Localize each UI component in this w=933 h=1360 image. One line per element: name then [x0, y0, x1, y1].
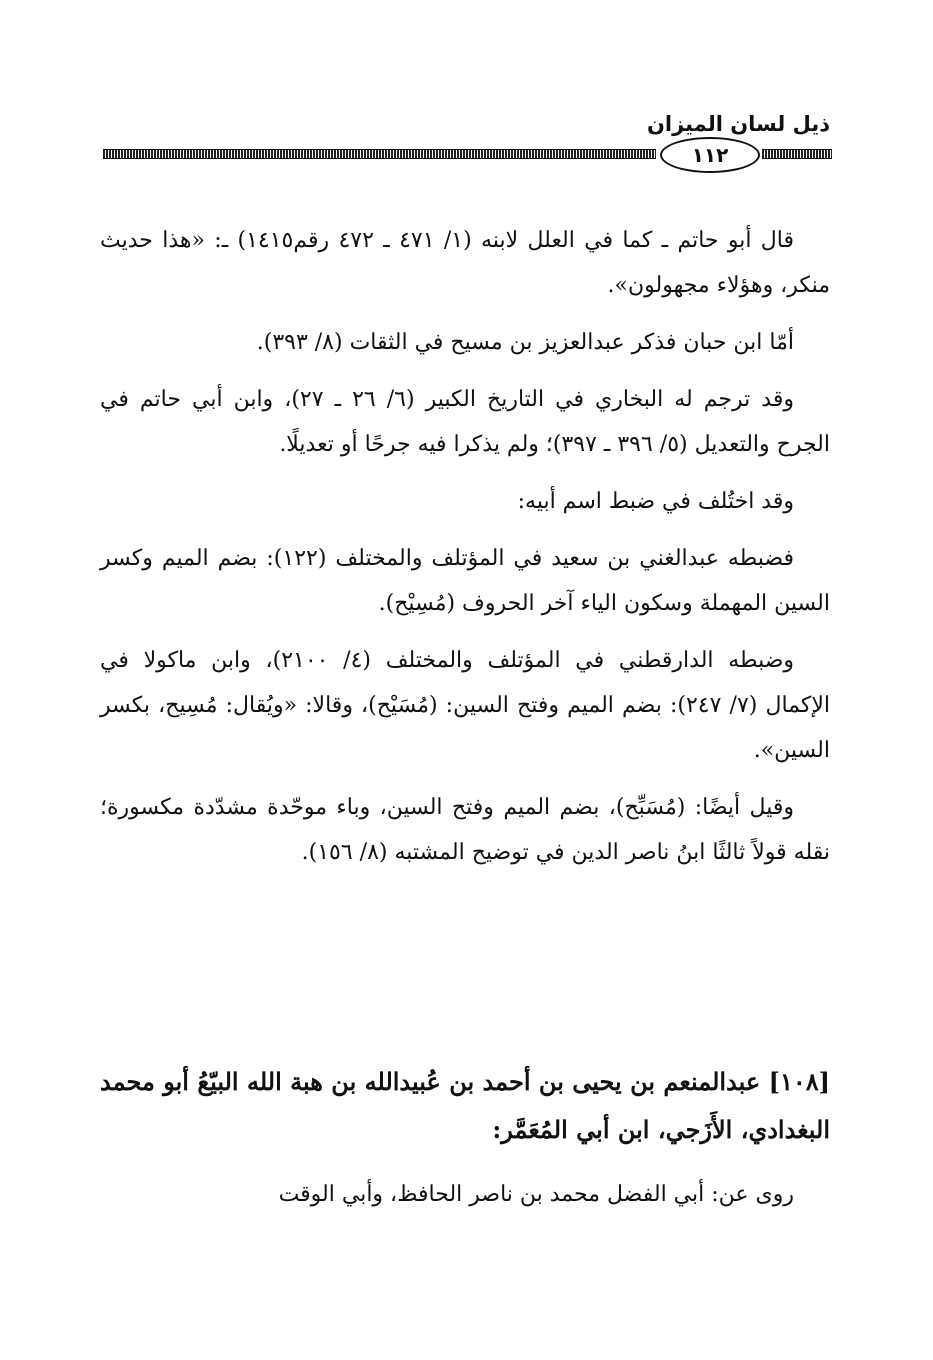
page-number: ١١٢ — [660, 137, 760, 173]
entry-heading-block — [100, 1058, 830, 1154]
running-title: ذيل لسان الميزان — [646, 112, 830, 136]
entry-heading: [١٠٨] عبدالمنعم بن يحيى بن أحمد بن عُبيدالله بن هبة الله البيّعُ أبو محمد البغدادي، الأَزَجي، ابن أبي المُعَمَّر: — [100, 1067, 830, 1144]
header-rule-right — [762, 149, 832, 159]
paragraph: وقيل أيضًا: (مُسَبِّح)، بضم الميم وفتح السين، وباء موحّدة مشدّدة مكسورة؛ نقله قولاً ثالثًا ابنُ ناصر الدين في توضيح المشتبه (٨/ ١٥٦). — [100, 795, 830, 865]
paragraph: قال أبو حاتم ـ كما في العلل لابنه (١/ ٤٧١ ـ ٤٧٢ رقم١٤١٥) ـ: «هذا حديث منكر، وهؤلاء مجهولون». — [100, 228, 830, 298]
paragraph: وضبطه الدارقطني في المؤتلف والمختلف (٤/ ٢١٠٠)، وابن ماكولا في الإكمال (٧/ ٢٤٧): بضم الميم وفتح السين: (مُسَيْح)، وقالا: «ويُقال: مُسِيح، بكسر السين». — [100, 648, 831, 763]
body-text — [100, 218, 830, 887]
paragraph: أمّا ابن حبان فذكر عبدالعزيز بن مسيح في الثقات (٨/ ٣٩٣). — [256, 330, 794, 355]
entry-text: روى عن: أبي الفضل محمد بن ناصر الحافظ، وأبي الوقت — [278, 1182, 794, 1207]
paragraph: فضبطه عبدالغني بن سعيد في المؤتلف والمختلف (١٢٢): بضم الميم وكسر السين المهملة وسكون الياء آخر الحروف (مُسِيْح). — [100, 546, 830, 616]
paragraph: وقد ترجم له البخاري في التاريخ الكبير (٦/ ٢٦ ـ ٢٧)، وابن أبي حاتم في الجرح والتعديل (٥/ ٣٩٦ ـ ٣٩٧)؛ ولم يذكرا فيه جرحًا أو تعديلًا. — [100, 387, 830, 457]
entry-text-block — [100, 1172, 830, 1217]
header-rule-left — [103, 149, 656, 159]
paragraph: وقد اختُلف في ضبط اسم أبيه: — [517, 489, 794, 514]
